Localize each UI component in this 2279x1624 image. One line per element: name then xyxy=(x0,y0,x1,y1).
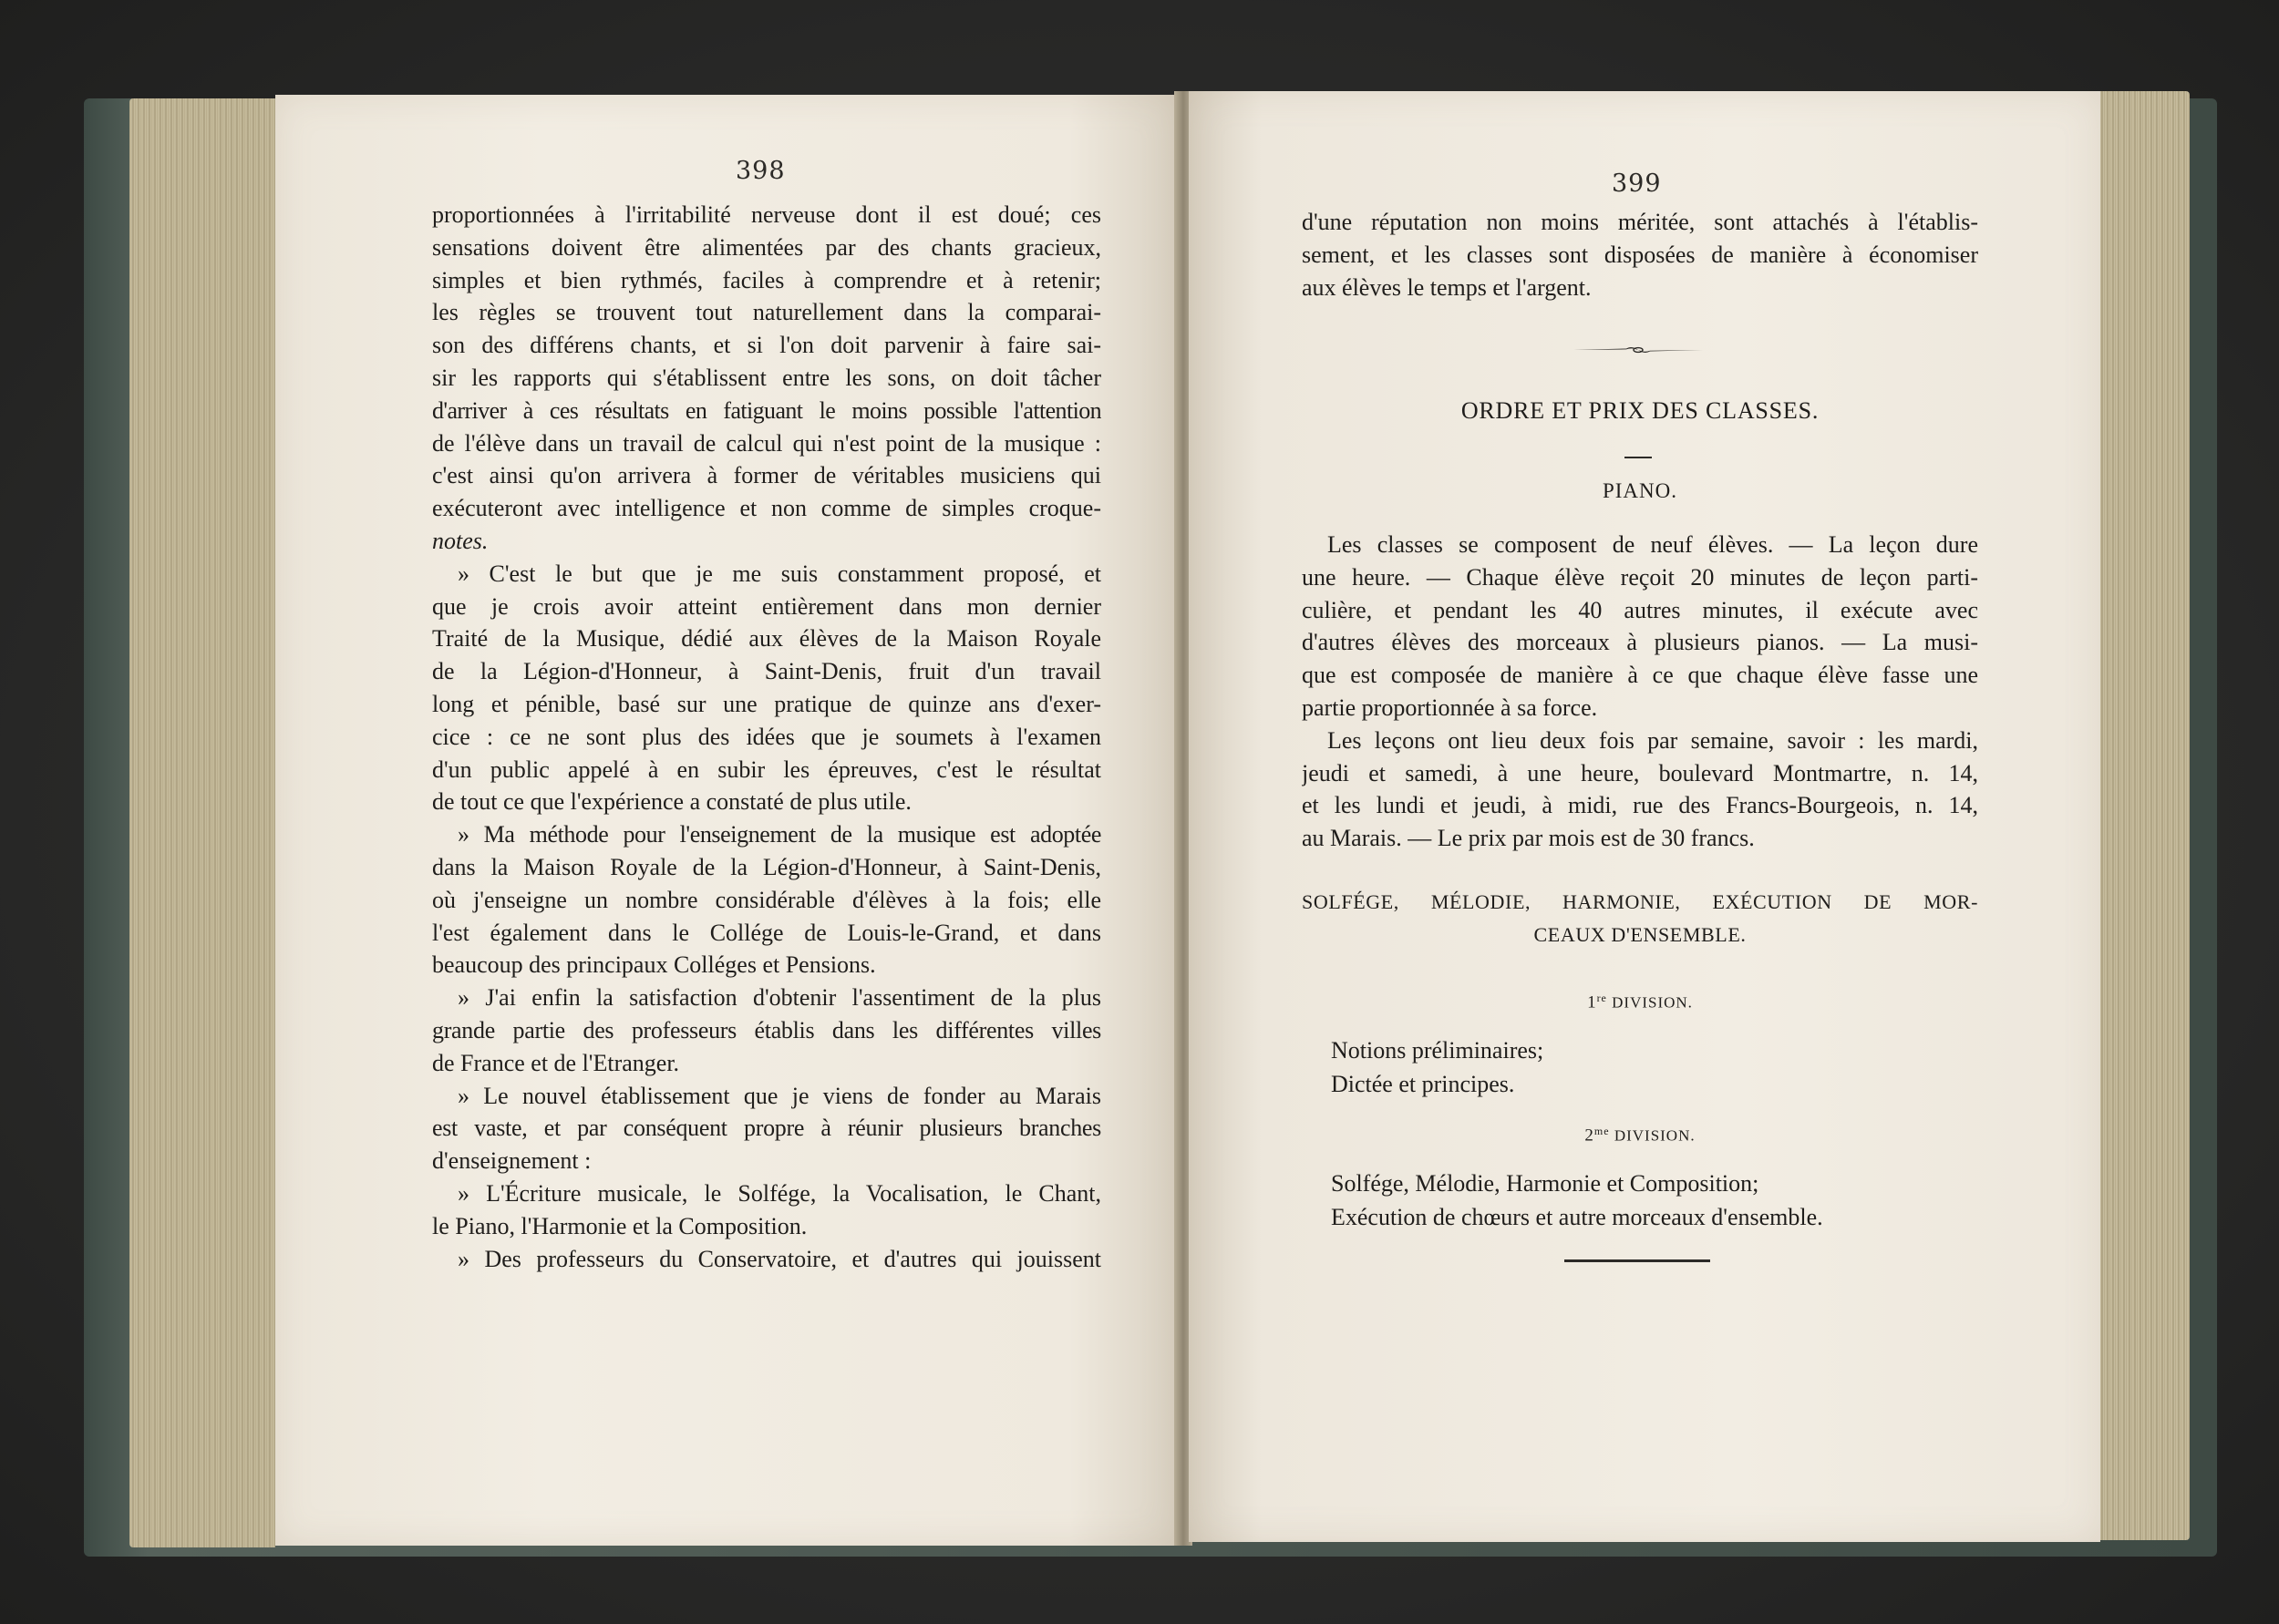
text-line: notes. xyxy=(432,527,489,554)
text-line: » Le nouvel établissement que je viens de fonder au Marais xyxy=(458,1082,1101,1109)
division-1-heading xyxy=(1302,992,1978,1013)
text-line: proportionnées à l'irritabilité nerveuse dont il est doué; ces xyxy=(432,201,1101,228)
division-number: 2 xyxy=(1584,1125,1594,1146)
page-edges-left xyxy=(129,98,275,1547)
text-line: l'est également dans le Collége de Louis-le-Grand, et dans xyxy=(432,919,1101,946)
text-line: exécuteront avec intelligence et non comme de simples croque- xyxy=(432,495,1101,522)
text-line: de l'élève dans un travail de calcul qui n'est point de la musique : xyxy=(432,429,1101,457)
section-title: ORDRE ET PRIX DES CLASSES. xyxy=(1460,397,1820,424)
division-ordinal: me xyxy=(1593,1125,1610,1137)
text-line: son des différens chants, et si l'on doit parvenir à faire sai- xyxy=(432,332,1101,359)
text-line: de tout ce que l'expérience a constaté de plus utile. xyxy=(432,788,912,816)
text-line: une heure. — Chaque élève reçoit 20 minutes de leçon parti- xyxy=(1302,563,1978,591)
list-item: Exécution de chœurs et autre morceaux d'ensemble. xyxy=(1331,1204,1823,1230)
page-edges-right xyxy=(2099,91,2190,1540)
text-line: au Marais. — Le prix par mois est de 30 francs. xyxy=(1302,825,1755,852)
division-label: DIVISION. xyxy=(1614,1126,1696,1145)
heading-line: SOLFÉGE, MÉLODIE, HARMONIE, EXÉCUTION DE MOR- xyxy=(1302,890,1978,913)
text-line: Les leçons ont lieu deux fois par semaine, savoir : les mardi, xyxy=(1327,726,1978,754)
text-line: » C'est le but que je me suis constamment proposé, et xyxy=(458,560,1101,587)
text-line: aux élèves le temps et l'argent. xyxy=(1302,273,1592,301)
list-item: Solfége, Mélodie, Harmonie et Composition; xyxy=(1331,1170,1759,1197)
right-page-intro xyxy=(1302,206,1978,303)
text-line: simples et bien rythmés, faciles à comprendre et à retenir; xyxy=(432,266,1101,293)
text-line: où j'enseigne un nombre considérable d'élèves à la fois; elle xyxy=(432,886,1101,913)
text-line: beaucoup des principaux Colléges et Pensions. xyxy=(432,951,876,979)
text-line: partie proportionnée à sa force. xyxy=(1302,694,1598,721)
page-number-left: 398 xyxy=(736,157,786,185)
list-item: Dictée et principes. xyxy=(1331,1071,1515,1097)
text-line: culière, et pendant les 40 autres minutes, il exécute avec xyxy=(1302,596,1978,623)
division-2-list xyxy=(1331,1167,1823,1234)
list-item: Notions préliminaires; xyxy=(1331,1037,1544,1064)
text-line: est vaste, et par conséquent propre à réunir plusieurs branches xyxy=(432,1115,1101,1142)
text-line: que est composée de manière à ce que chaque élève fasse une xyxy=(1302,662,1978,689)
ornamental-rule-icon xyxy=(1572,343,1705,357)
division-label: DIVISION. xyxy=(1612,993,1693,1012)
text-line: grande partie des professeurs établis dans les différentes villes xyxy=(432,1016,1101,1043)
text-line: » Ma méthode pour l'enseignement de la musique est adoptée xyxy=(458,821,1101,848)
division-2-heading xyxy=(1302,1125,1978,1146)
text-line: le Piano, l'Harmonie et la Composition. xyxy=(432,1212,808,1239)
text-line: d'enseignement : xyxy=(432,1147,592,1175)
page-number-right: 399 xyxy=(1612,170,1662,198)
text-line: que je crois avoir atteint entièrement dans mon dernier xyxy=(432,592,1101,620)
solfege-heading xyxy=(1302,886,1978,951)
text-line: cice : ce ne sont plus des idées que je soumets à l'examen xyxy=(432,723,1101,750)
piano-body xyxy=(1302,529,1978,855)
text-line: sir les rapports qui s'établissent entre les sons, on doit tâcher xyxy=(432,364,1101,391)
text-line: » Des professeurs du Conservatoire, et d'autres qui jouissent xyxy=(458,1245,1101,1272)
text-line: sement, et les classes sont disposées de manière à économiser xyxy=(1302,241,1978,268)
text-line: jeudi et samedi, à une heure, boulevard Montmartre, n. 14, xyxy=(1302,759,1978,786)
text-line: Les classes se composent de neuf élèves. — La leçon dure xyxy=(1327,531,1978,558)
text-line: » J'ai enfin la satisfaction d'obtenir l'assentiment de la plus xyxy=(458,984,1101,1012)
text-line: d'arriver à ces résultats en fatiguant le moins possible l'attention xyxy=(432,396,1101,424)
text-line: d'autres élèves des morceaux à plusieurs pianos. — La musi- xyxy=(1302,629,1978,656)
text-line: et les lundi et jeudi, à midi, rue des Francs-Bourgeois, n. 14, xyxy=(1302,792,1978,819)
text-line: c'est ainsi qu'on arrivera à former de véritables musiciens qui xyxy=(432,462,1101,489)
division-ordinal: re xyxy=(1596,992,1607,1004)
text-line: d'un public appelé à en subir les épreuves, c'est le résultat xyxy=(432,755,1101,783)
left-page xyxy=(275,95,1178,1546)
text-line: les règles se trouvent tout naturellement dans la comparai- xyxy=(432,299,1101,326)
text-line: d'une réputation non moins méritée, sont attachés à l'établis- xyxy=(1302,209,1978,235)
text-line: dans la Maison Royale de la Légion-d'Honneur, à Saint-Denis, xyxy=(432,853,1101,880)
division-number: 1 xyxy=(1587,992,1597,1012)
text-line: de France et de l'Etranger. xyxy=(432,1049,680,1076)
piano-heading: PIANO. xyxy=(1602,479,1678,502)
closing-rule xyxy=(1564,1259,1710,1262)
text-line: de la Légion-d'Honneur, à Saint-Denis, fruit d'un travail xyxy=(432,658,1101,685)
text-line: » L'Écriture musicale, le Solfége, la Vocalisation, le Chant, xyxy=(458,1179,1101,1207)
left-page-body xyxy=(432,199,1101,1275)
division-1-list xyxy=(1331,1033,1543,1101)
heading-line: CEAUX D'ENSEMBLE. xyxy=(1533,923,1747,946)
text-line: Traité de la Musique, dédié aux élèves de la Maison Royale xyxy=(432,625,1101,653)
text-line: sensations doivent être alimentées par des chants gracieux, xyxy=(432,233,1101,261)
right-page xyxy=(1189,91,2100,1542)
short-rule xyxy=(1624,457,1652,458)
text-line: long et pénible, basé sur une pratique de quinze ans d'exer- xyxy=(432,690,1101,717)
